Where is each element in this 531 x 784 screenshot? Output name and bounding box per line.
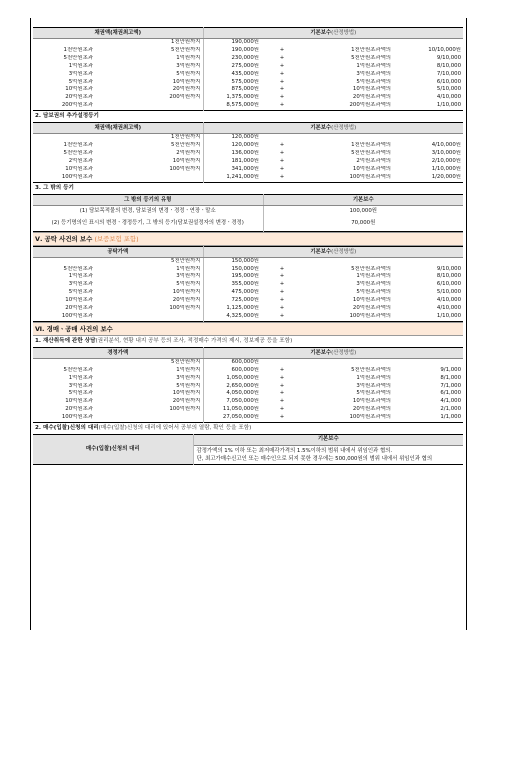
table-cell: 8/1,000 bbox=[440, 374, 462, 381]
table-cell: 150,000원 bbox=[231, 257, 259, 264]
table-cell: 5억원초과액의 bbox=[356, 78, 391, 85]
table-cell: + bbox=[279, 289, 285, 296]
table-cell: 1/10,000 bbox=[436, 312, 462, 319]
table-cell: 5억원초과 bbox=[68, 78, 93, 85]
table-cell: 20억원초과액의 bbox=[352, 305, 391, 312]
table-cell: 100억원까지 bbox=[95, 166, 203, 174]
table-header-right: 기본보수(산정방법) bbox=[203, 28, 463, 39]
section-title: 2. 담보권의 추가설정등기 bbox=[35, 113, 99, 120]
table-cell: + bbox=[279, 414, 285, 421]
table-cell: 435,000원 bbox=[231, 70, 259, 77]
table-cell bbox=[33, 257, 95, 265]
table-cell: 10억원까지 bbox=[95, 289, 203, 297]
table-cell bbox=[393, 134, 463, 142]
table-cell: 1억원초과액의 bbox=[356, 273, 391, 280]
table-cell: 10억원초과 bbox=[65, 297, 93, 304]
table-cell bbox=[261, 358, 303, 366]
bid-agency-text-1: 감정가액의 1% 이하 또는 최저매각가격의 1.5%이하의 범위 내에서 위임인과 협의. bbox=[196, 448, 393, 455]
table-cell: 1천만원초과액의 bbox=[351, 142, 391, 149]
table-cell: 1,375,000원 bbox=[226, 94, 259, 101]
table-cell: 181,000원 bbox=[231, 157, 259, 164]
table-cell: 4,050,000원 bbox=[226, 390, 259, 397]
table-row bbox=[33, 273, 463, 281]
table-cell: 1천만원까지 bbox=[95, 134, 203, 142]
table-cell: 3억원초과액의 bbox=[356, 382, 391, 389]
bid-agency-description bbox=[193, 446, 463, 465]
table-cell: 10억원초과액의 bbox=[352, 398, 391, 405]
table-cell: + bbox=[279, 70, 285, 77]
table-cell: + bbox=[279, 165, 285, 172]
table-cell: 120,000원 bbox=[231, 142, 259, 149]
table-cell: 100억원까지 bbox=[95, 406, 203, 414]
table-cell: 5천만원초과액의 bbox=[351, 149, 391, 156]
table-cell: 100억원까지 bbox=[95, 305, 203, 313]
table-cell: 7/1,000 bbox=[440, 382, 462, 389]
table-row bbox=[33, 375, 463, 383]
table-cell: 5천만원초과 bbox=[63, 54, 93, 61]
table-cell: 1억원까지 bbox=[95, 55, 203, 63]
table-cell: 1,050,000원 bbox=[226, 374, 259, 381]
table-row bbox=[33, 358, 463, 366]
table-cell: 100억원초과액의 bbox=[349, 312, 391, 319]
table-cell: 6/10,000 bbox=[436, 281, 462, 288]
table-cell: 4/1,000 bbox=[440, 398, 462, 405]
table-row bbox=[33, 71, 463, 79]
table-row bbox=[33, 406, 463, 414]
table-cell: 3억원까지 bbox=[95, 375, 203, 383]
section-title: 3. 그 밖의 등기 bbox=[35, 184, 74, 191]
bid-agency-label: 매수(입찰)신청의 대리 bbox=[33, 435, 193, 465]
table-cell: 5/10,000 bbox=[436, 289, 462, 296]
table-cell: 1,125,000원 bbox=[226, 305, 259, 312]
table-cell: + bbox=[279, 86, 285, 93]
table-row bbox=[33, 142, 463, 150]
table-cell: 10억원초과액의 bbox=[352, 165, 391, 172]
table-cell: 20억원초과 bbox=[65, 406, 93, 413]
table-row bbox=[33, 398, 463, 406]
table-cell: + bbox=[279, 62, 285, 69]
table-cell: + bbox=[279, 281, 285, 288]
table-cell: + bbox=[279, 406, 285, 413]
table-cell: 4/10,000 bbox=[436, 297, 462, 304]
table-cell: 5/10,000 bbox=[436, 86, 462, 93]
table-cell: 9/10,000 bbox=[436, 54, 462, 61]
table-cell: 3억원초과액의 bbox=[356, 70, 391, 77]
fee-table-deposit bbox=[33, 246, 463, 322]
table-cell bbox=[95, 174, 203, 182]
table-cell: 5천만원까지 bbox=[95, 142, 203, 150]
table-cell: 3억원초과 bbox=[68, 382, 93, 389]
table-cell: 6/1,000 bbox=[440, 390, 462, 397]
table-cell: 9/10,000 bbox=[436, 265, 462, 272]
table-row bbox=[33, 102, 463, 110]
table-cell: 725,000원 bbox=[231, 297, 259, 304]
chapter-title: Ⅴ. 공탁 사건의 보수 (보증보험 포함) bbox=[33, 232, 463, 246]
table-cell: 10억원초과 bbox=[65, 165, 93, 172]
table-cell: + bbox=[279, 78, 285, 85]
table-header-left: 공탁가액 bbox=[33, 246, 203, 257]
table-header-right: 기본보수(산정방법) bbox=[203, 123, 463, 134]
table-row bbox=[33, 217, 463, 232]
table-cell: 27,050,000원 bbox=[222, 414, 259, 421]
table-cell: 3억원초과 bbox=[68, 70, 93, 77]
table-cell: 4/10,000 bbox=[436, 94, 462, 101]
table-cell: 5억원초과액의 bbox=[356, 390, 391, 397]
table-cell: 150,000원 bbox=[231, 265, 259, 272]
table-cell bbox=[261, 39, 303, 47]
table-cell: 355,000원 bbox=[231, 281, 259, 288]
table-cell: 200억원초과 bbox=[61, 102, 93, 109]
table-cell: 5억원초과 bbox=[68, 289, 93, 296]
table-header-left: 채권액(채권최고액) bbox=[33, 28, 203, 39]
fee-table-bid-agency bbox=[33, 434, 463, 465]
table-cell: 1/1,000 bbox=[440, 414, 462, 421]
table-cell: 4/10,000 bbox=[436, 305, 462, 312]
table-cell bbox=[33, 39, 95, 47]
table-cell: + bbox=[279, 382, 285, 389]
table-cell bbox=[95, 414, 203, 422]
table-cell: 1천만원초과 bbox=[63, 46, 93, 53]
table-cell: 2억원초과액의 bbox=[356, 157, 391, 164]
bid-agency-header: 기본보수 bbox=[193, 435, 463, 446]
table-cell: + bbox=[279, 305, 285, 312]
table-cell: 10억원까지 bbox=[95, 158, 203, 166]
table-cell: (1) 담보목적물의 변경, 담보권의 변경ㆍ경정ㆍ연장ㆍ말소 bbox=[33, 205, 263, 217]
table-row bbox=[33, 383, 463, 391]
table-cell: 5천만원까지 bbox=[95, 47, 203, 55]
section-title: 1. 재산취득에 관한 상담(권리분석, 현황 내지 공부 등의 조사, 적정매수 가격의 제시, 정보제공 등을 포함) bbox=[35, 337, 293, 344]
table-row bbox=[33, 86, 463, 94]
table-cell: 7/10,000 bbox=[436, 70, 462, 77]
table-cell: 200억원초과액의 bbox=[349, 102, 391, 109]
table-cell bbox=[393, 257, 463, 265]
table-cell: 11,050,000원 bbox=[222, 406, 259, 413]
table-cell: + bbox=[279, 374, 285, 381]
table-cell bbox=[393, 358, 463, 366]
table-cell: 200억원까지 bbox=[95, 94, 203, 102]
table-cell: 1/20,000원 bbox=[431, 173, 462, 180]
table-cell: 3억원초과 bbox=[68, 281, 93, 288]
table-cell: + bbox=[279, 312, 285, 319]
table-cell: 5억원초과액의 bbox=[356, 289, 391, 296]
table-header-right: 기본보수 bbox=[263, 194, 463, 205]
table-cell: 3억원초과액의 bbox=[356, 281, 391, 288]
table-cell: 230,000원 bbox=[231, 54, 259, 61]
table-cell: + bbox=[279, 46, 285, 53]
table-cell: + bbox=[279, 366, 285, 373]
table-cell: 100억원초과 bbox=[61, 173, 93, 180]
table-cell: 5천만원초과액의 bbox=[351, 265, 391, 272]
table-row bbox=[33, 63, 463, 71]
table-cell: 1천만원까지 bbox=[95, 39, 203, 47]
table-row bbox=[33, 266, 463, 274]
table-cell: 136,000원 bbox=[231, 149, 259, 156]
table-cell: 100억원초과 bbox=[61, 414, 93, 421]
table-cell: + bbox=[279, 94, 285, 101]
table-cell: 10/10,000원 bbox=[428, 46, 462, 53]
table-cell: 1/10,000원 bbox=[431, 165, 462, 172]
table-row bbox=[33, 257, 463, 265]
table-cell: 875,000원 bbox=[231, 86, 259, 93]
table-cell: 10억원초과액의 bbox=[352, 297, 391, 304]
table-row bbox=[33, 313, 463, 321]
table-cell: 2억원초과 bbox=[68, 157, 93, 164]
table-cell: 5천만원초과 bbox=[63, 366, 93, 373]
table-row bbox=[33, 55, 463, 63]
table-cell: 1억원초과 bbox=[68, 62, 93, 69]
table-row bbox=[33, 94, 463, 102]
table-cell: 1,241,000원 bbox=[226, 173, 259, 180]
table-cell: 10억원초과 bbox=[65, 86, 93, 93]
table-cell: 5천만원초과 bbox=[63, 265, 93, 272]
table-cell: 5억원까지 bbox=[95, 71, 203, 79]
table-cell: 20억원까지 bbox=[95, 398, 203, 406]
table-cell: 1천만원초과 bbox=[63, 142, 93, 149]
table-row bbox=[33, 281, 463, 289]
table-cell: + bbox=[279, 265, 285, 272]
table-cell: 20억원까지 bbox=[95, 297, 203, 305]
table-header-right: 기본보수(산정방법) bbox=[203, 347, 463, 358]
table-row bbox=[33, 158, 463, 166]
table-row bbox=[33, 390, 463, 398]
table-cell: + bbox=[279, 273, 285, 280]
table-cell: 100,000원 bbox=[349, 207, 377, 214]
table-cell: 600,000원 bbox=[231, 366, 259, 373]
table-cell: 4/10,000원 bbox=[431, 142, 462, 149]
table-cell: + bbox=[279, 173, 285, 180]
table-header-left: 경정가액 bbox=[33, 347, 203, 358]
table-cell: 10억원초과 bbox=[65, 398, 93, 405]
bid-agency-text-2: 단, 최고가매수신고인 또는 매수인으로 되지 못한 경우에는 500,000원의 범위 내에서 위임인과 협의 bbox=[196, 456, 433, 463]
table-cell: + bbox=[279, 157, 285, 164]
table-cell bbox=[33, 134, 95, 142]
table-cell: 1천만원초과액의 bbox=[351, 46, 391, 53]
table-cell: 475,000원 bbox=[231, 289, 259, 296]
table-cell: 190,000원 bbox=[231, 46, 259, 53]
table-cell bbox=[33, 358, 95, 366]
table-cell: 1/10,000 bbox=[436, 102, 462, 109]
table-row bbox=[33, 134, 463, 142]
table-cell: 5억원까지 bbox=[95, 383, 203, 391]
table-cell: + bbox=[279, 390, 285, 397]
fee-table-other-registration bbox=[33, 194, 463, 232]
table-row bbox=[33, 289, 463, 297]
table-cell: 341,000원 bbox=[231, 165, 259, 172]
table-cell: 275,000원 bbox=[231, 62, 259, 69]
table-cell: 1억원초과액의 bbox=[356, 62, 391, 69]
table-cell: 1억원까지 bbox=[95, 266, 203, 274]
table-cell: 5억원초과 bbox=[68, 390, 93, 397]
table-cell: 120,000원 bbox=[231, 134, 259, 141]
table-cell: 600,000원 bbox=[231, 358, 259, 365]
table-row bbox=[33, 79, 463, 87]
table-row bbox=[33, 367, 463, 375]
table-cell bbox=[303, 134, 393, 142]
table-cell: 8,575,000원 bbox=[226, 102, 259, 109]
table-cell: 8/10,000 bbox=[436, 273, 462, 280]
table-row bbox=[33, 297, 463, 305]
table-row bbox=[33, 305, 463, 313]
table-cell: 1억원까지 bbox=[95, 367, 203, 375]
table-cell: 10억원까지 bbox=[95, 79, 203, 87]
table-cell: 575,000원 bbox=[231, 78, 259, 85]
table-cell: 2억원까지 bbox=[95, 150, 203, 158]
table-cell: 5천만원까지 bbox=[95, 257, 203, 265]
table-cell: 1억원초과 bbox=[68, 374, 93, 381]
table-cell: 3억원까지 bbox=[95, 63, 203, 71]
table-cell: 5억원까지 bbox=[95, 281, 203, 289]
table-cell: 10억원초과액의 bbox=[352, 86, 391, 93]
table-cell: + bbox=[279, 297, 285, 304]
table-cell: 1억원초과액의 bbox=[356, 374, 391, 381]
table-cell bbox=[261, 134, 303, 142]
table-cell: 3억원까지 bbox=[95, 273, 203, 281]
table-cell: 70,000원 bbox=[351, 220, 376, 227]
table-cell: + bbox=[279, 142, 285, 149]
table-cell: (2) 등기명의인 표시의 변경ㆍ경정등기, 그 밖의 등기(담보권설정자의 변경ㆍ경정) bbox=[33, 217, 263, 232]
table-cell: 4,325,000원 bbox=[226, 312, 259, 319]
table-cell: 1억원초과 bbox=[68, 273, 93, 280]
table-cell: 20억원까지 bbox=[95, 86, 203, 94]
fee-table-registration bbox=[33, 27, 463, 111]
table-row bbox=[33, 205, 463, 217]
table-cell bbox=[303, 257, 393, 265]
table-header-right: 기본보수(산정방법) bbox=[203, 246, 463, 257]
left-margin-line bbox=[30, 18, 31, 630]
table-row bbox=[33, 150, 463, 158]
table-cell: 20억원초과 bbox=[65, 94, 93, 101]
table-cell: 100억원초과 bbox=[61, 312, 93, 319]
table-cell: 20억원초과액의 bbox=[352, 94, 391, 101]
table-cell bbox=[303, 39, 393, 47]
right-margin-line bbox=[466, 18, 467, 630]
table-header-left: 채권액(채권최고액) bbox=[33, 123, 203, 134]
table-cell: 7,050,000원 bbox=[226, 398, 259, 405]
fee-table-auction-consulting bbox=[33, 347, 463, 423]
table-cell: 5천만원초과액의 bbox=[351, 54, 391, 61]
fee-schedule-document bbox=[33, 27, 463, 465]
table-cell: + bbox=[279, 54, 285, 61]
table-row bbox=[33, 174, 463, 182]
table-cell: 8/10,000 bbox=[436, 62, 462, 69]
table-cell: 5천만원까지 bbox=[95, 358, 203, 366]
table-cell: 20억원초과 bbox=[65, 305, 93, 312]
table-cell bbox=[303, 358, 393, 366]
table-cell: 190,000원 bbox=[231, 39, 259, 45]
table-cell: + bbox=[279, 102, 285, 109]
table-cell: 195,000원 bbox=[231, 273, 259, 280]
table-row bbox=[33, 166, 463, 174]
table-row bbox=[33, 39, 463, 47]
chapter-title: Ⅵ. 경매ㆍ공매 사건의 보수 bbox=[33, 322, 463, 336]
table-row bbox=[33, 414, 463, 422]
table-cell bbox=[95, 102, 203, 110]
table-header-left: 그 밖의 등기의 유형 bbox=[33, 194, 263, 205]
table-cell: 9/1,000 bbox=[440, 366, 462, 373]
table-cell: + bbox=[279, 398, 285, 405]
table-cell bbox=[95, 313, 203, 321]
table-cell: 100억원초과액의 bbox=[349, 414, 391, 421]
table-cell: 10억원까지 bbox=[95, 390, 203, 398]
table-cell: 6/10,000 bbox=[436, 78, 462, 85]
table-cell bbox=[393, 39, 463, 47]
table-cell: 2/10,000원 bbox=[431, 157, 462, 164]
section-title: 2. 매수(입찰)신청의 대리(매수(입찰)신청의 대리에 있어서 공부의 열람, 확인 등을 포함) bbox=[35, 425, 252, 432]
table-cell: 2,650,000원 bbox=[226, 382, 259, 389]
table-cell: 5천만원초과액의 bbox=[351, 366, 391, 373]
table-cell: 3/10,000원 bbox=[431, 149, 462, 156]
table-cell: + bbox=[279, 149, 285, 156]
table-cell: 5천만원초과 bbox=[63, 149, 93, 156]
table-cell: 20억원초과액의 bbox=[352, 406, 391, 413]
fee-table-additional-security bbox=[33, 122, 463, 182]
table-row bbox=[33, 47, 463, 55]
table-cell bbox=[261, 257, 303, 265]
table-cell: 100억원초과액의 bbox=[349, 173, 391, 180]
table-cell: 2/1,000 bbox=[440, 406, 462, 413]
